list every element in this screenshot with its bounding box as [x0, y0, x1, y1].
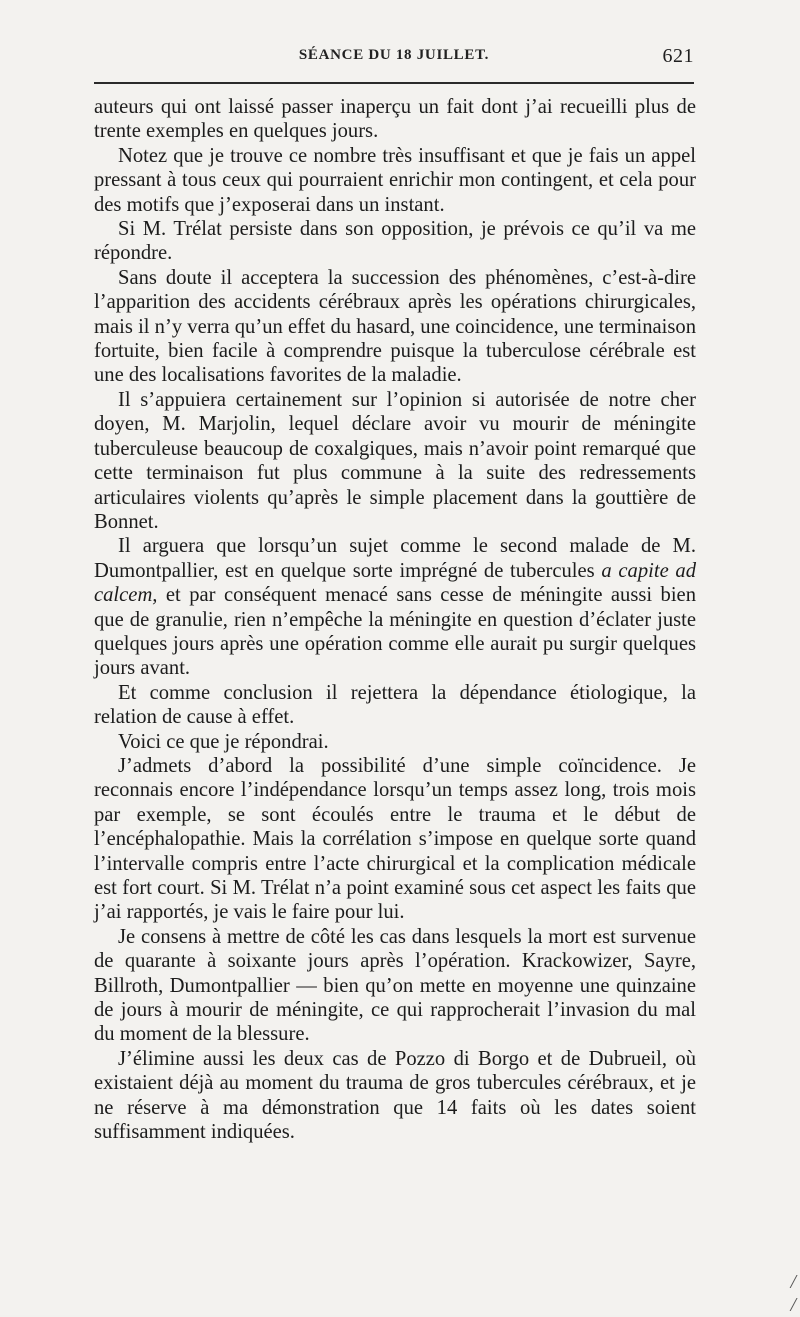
body-text — [94, 95, 696, 1144]
paragraph-5: Il s’appuiera certainement sur l’opinion si autorisée de notre cher doyen, M. Marjolin, lequel déclare avoir vu mourir de méningite tuberculeuse beaucoup de coxalgiques, mais n’avoir point remarqué que cette terminaison fut plus commune à la suite des redressements articulaires violents qu’après le simple placement dans la gouttière de Bonnet. — [94, 388, 696, 533]
paragraph-6-before: Il arguera que lorsqu’un sujet comme le second malade de M. Dumontpallier, est en quelque sorte imprégné de tubercules — [94, 535, 696, 582]
paragraph-10: Je consens à mettre de côté les cas dans lesquels la mort est survenue de quarante à soixante jours après l’opération. Krackowizer, Sayre, Billroth, Dumontpallier — bien qu’on mette en moyenne une quinzaine de jours à mourir de méningite, ce qui rapprocherait l’invasion du mal du moment de la blessure. — [94, 925, 696, 1046]
paragraph-1: auteurs qui ont laissé passer inaperçu un fait dont j’ai recueilli plus de trente exemples en quelques jours. — [94, 96, 696, 143]
paragraph-9: J’admets d’abord la possibilité d’une simple coïncidence. Je reconnais encore l’indépendance lorsqu’un temps assez long, trois mois par exemple, se sont écoulés entre le trauma et le début de l’encéphalopathie. Mais la corrélation s’impose en quelque sorte quand l’intervalle compris entre l’acte chirurgical et la complication médicale est fort court. Si M. Trélat n’a point examiné sous cet aspect les faits que j’ai rapportés, je vais le faire pour lui. — [94, 754, 696, 924]
paragraph-6 — [94, 534, 696, 680]
paragraph-2: Notez que je trouve ce nombre très insuffisant et que je fais un appel pressant à tous ceux qui pourraient enrichir mon contingent, et cela pour des motifs que j’exposerai dans un instant. — [94, 144, 696, 216]
paragraph-4: Sans doute il acceptera la succession des phénomènes, c’est-à-dire l’apparition des accidents cérébraux après les opérations chirurgicales, mais il n’y verra qu’un effet du hasard, une coincidence, une terminaison fortuite, bien facile à comprendre puisque la tuberculose cérébrale est une des localisations favorites de la maladie. — [94, 266, 696, 387]
margin-mark-2: / — [790, 1294, 796, 1316]
paragraph-6-after: et par conséquent menacé sans cesse de méningite aussi bien que de granulie, rien n’empêche la méningite en question d’éclater juste quelques jours après une opération comme elle aurait pu surgir quelques jours avant. — [94, 584, 696, 680]
paragraph-7: Et comme conclusion il rejettera la dépendance étiologique, la relation de cause à effet. — [94, 681, 696, 729]
running-title: SÉANCE DU 18 JUILLET. — [298, 47, 490, 63]
page-header — [94, 47, 694, 71]
latin-phrase: a capite ad calcem, — [94, 559, 696, 607]
margin-mark-1: / — [790, 1271, 796, 1293]
header-rule — [94, 82, 694, 84]
paragraph-3: Si M. Trélat persiste dans son opposition, je prévois ce qu’il va me répondre. — [94, 218, 696, 265]
paragraph-11: J’élimine aussi les deux cas de Pozzo di Borgo et de Dubrueil, où existaient déjà au moment du trauma de gros tubercules cérébraux, et je ne réserve à ma démonstration que 14 faits où les dates soient suffisamment indiquées. — [94, 1047, 696, 1144]
paragraph-8: Voici ce que je répondrai. — [118, 730, 329, 753]
page-number: 621 — [662, 45, 694, 67]
